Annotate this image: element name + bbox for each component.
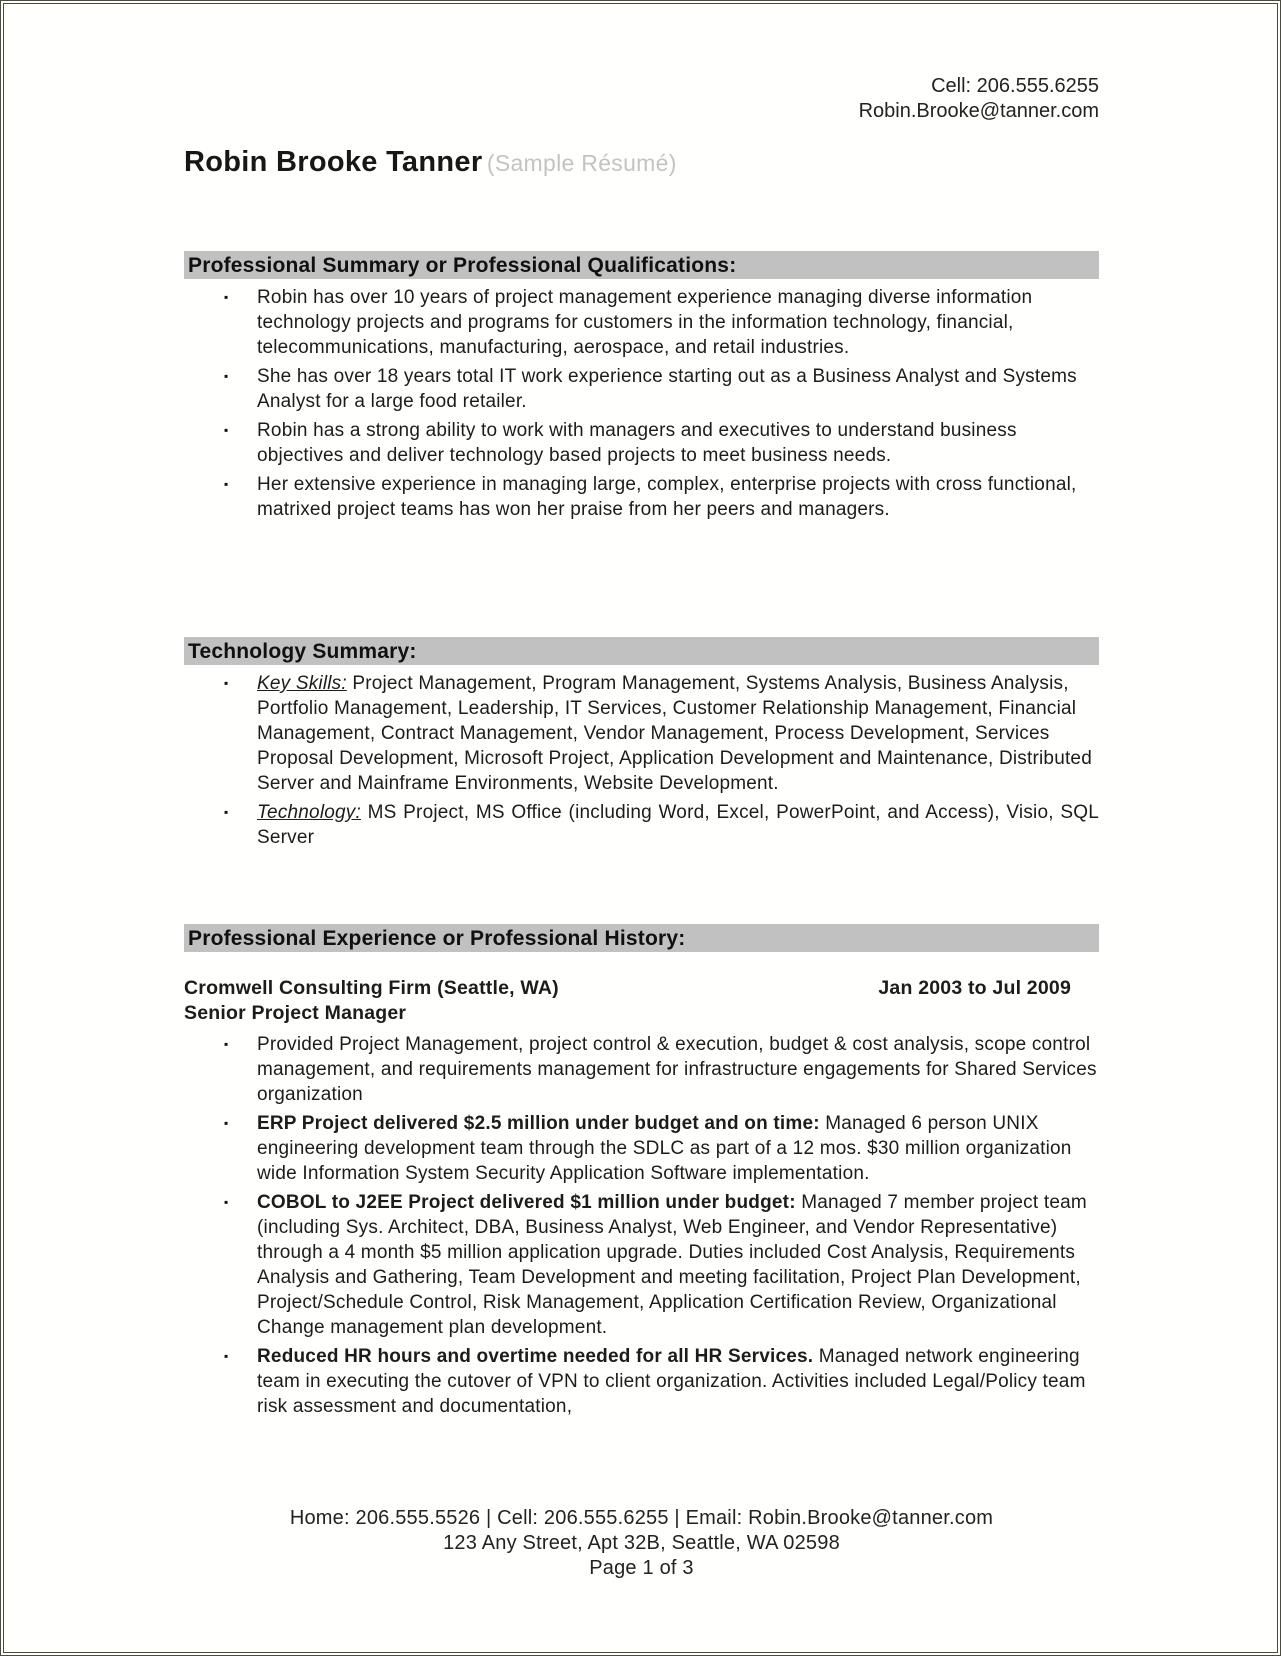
job-header — [184, 976, 1099, 1001]
bullet-square-icon: ▪ — [224, 423, 229, 437]
key-skills-label: Key Skills: — [257, 673, 347, 694]
section-experience — [184, 924, 1099, 1423]
section-heading-experience: Professional Experience or Professional History: — [184, 924, 1099, 952]
bullet-square-icon: ▪ — [224, 1349, 229, 1363]
job-company: Cromwell Consulting Firm (Seattle, WA) — [184, 977, 559, 999]
summary-bullet-text: Robin has over 10 years of project management experience managing diverse information technology projects and programs for customers in the information technology, financial, telecommunications, manufacturing, aerospace, and retail industries. — [257, 287, 1033, 358]
experience-bullet-bold: COBOL to J2EE Project delivered $1 million under budget: — [257, 1192, 796, 1213]
summary-bullet — [184, 472, 1099, 522]
summary-bullet — [184, 364, 1099, 414]
contact-block — [184, 74, 1099, 124]
experience-bullet-text: Managed network engineering team in executing the cutover of VPN to client organization. Activities included Legal/Policy team risk assessment and documentation, — [257, 1346, 1086, 1417]
technology-bullet-list — [184, 671, 1099, 850]
bullet-square-icon: ▪ — [224, 477, 229, 491]
page-footer — [184, 1506, 1099, 1581]
bullet-square-icon: ▪ — [224, 1195, 229, 1209]
section-technology — [184, 637, 1099, 854]
contact-cell: Cell: 206.555.6255 — [931, 75, 1099, 97]
technology-bullet-key-skills — [184, 671, 1099, 796]
experience-bullet-bold: Reduced HR hours and overtime needed for all HR Services. — [257, 1346, 814, 1367]
job-dates: Jan 2003 to Jul 2009 — [878, 977, 1071, 999]
experience-bullet-bold: ERP Project delivered $2.5 million under budget and on time: — [257, 1113, 820, 1134]
technology-text: MS Project, MS Office (including Word, Excel, PowerPoint, and Access), Visio, SQL Server — [257, 802, 1099, 848]
experience-bullet — [184, 1032, 1099, 1107]
experience-bullet — [184, 1111, 1099, 1186]
bullet-square-icon: ▪ — [224, 1116, 229, 1130]
footer-page-number: Page 1 of 3 — [589, 1557, 694, 1579]
job-role: Senior Project Manager — [184, 1002, 407, 1024]
bullet-square-icon: ▪ — [224, 676, 229, 690]
resume-name: Robin Brooke Tanner — [184, 146, 483, 178]
experience-bullet — [184, 1344, 1099, 1419]
section-heading-summary: Professional Summary or Professional Qualifications: — [184, 251, 1099, 279]
key-skills-text: Project Management, Program Management, Systems Analysis, Business Analysis, Portfolio Management, Leadership, IT Services, Customer Relationship Management, Financial Management, Contract Management, Vendor Management, Process Development, Services Proposal Development, Microsoft Project, Application Development and Maintenance, Distributed Server and Mainframe Environments, Website Development. — [257, 673, 1092, 794]
experience-bullet-list — [184, 1032, 1099, 1419]
resume-subtitle: (Sample Résumé) — [486, 150, 677, 176]
bullet-square-icon: ▪ — [224, 805, 229, 819]
page-title — [184, 146, 1184, 179]
contact-email: Robin.Brooke@tanner.com — [858, 100, 1099, 122]
section-heading-technology: Technology Summary: — [184, 637, 1099, 665]
technology-bullet-technology — [184, 800, 1099, 850]
experience-bullet-text: Managed 6 person UNIX engineering development team through the SDLC as part of a 12 mos. $30 million organization wide Information System Security Application Software implementation. — [257, 1113, 1072, 1184]
experience-bullet-text: Managed 7 member project team (including Sys. Architect, DBA, Business Analyst, Web Engineer, and Vendor Representative) through a 4 month $5 million application upgrade. Duties included Cost Analysis, Requirements Analysis and Gathering, Team Development and meeting facilitation, Project Plan Development, Project/Schedule Control, Risk Management, Application Certification Review, Organizational Change management plan development. — [257, 1192, 1087, 1338]
technology-label: Technology: — [257, 802, 361, 823]
bullet-square-icon: ▪ — [224, 369, 229, 383]
experience-bullet-text: Provided Project Management, project control & execution, budget & cost analysis, scope control management, and requirements management for infrastructure engagements for Shared Services organization — [257, 1034, 1097, 1105]
footer-address-line: 123 Any Street, Apt 32B, Seattle, WA 02598 — [443, 1532, 840, 1554]
footer-contact-line: Home: 206.555.5526 | Cell: 206.555.6255 | Email: Robin.Brooke@tanner.com — [289, 1507, 994, 1529]
section-summary — [184, 251, 1099, 526]
summary-bullet-text: Her extensive experience in managing large, complex, enterprise projects with cross functional, matrixed project teams has won her praise from her peers and managers. — [257, 474, 1077, 520]
summary-bullet-list — [184, 285, 1099, 522]
summary-bullet-text: Robin has a strong ability to work with managers and executives to understand business objectives and deliver technology based projects to meet business needs. — [257, 420, 1017, 466]
experience-bullet — [184, 1190, 1099, 1340]
summary-bullet — [184, 418, 1099, 468]
bullet-square-icon: ▪ — [224, 290, 229, 304]
bullet-square-icon: ▪ — [224, 1037, 229, 1051]
summary-bullet-text: She has over 18 years total IT work experience starting out as a Business Analyst and Systems Analyst for a large food retailer. — [257, 366, 1077, 412]
summary-bullet — [184, 285, 1099, 360]
